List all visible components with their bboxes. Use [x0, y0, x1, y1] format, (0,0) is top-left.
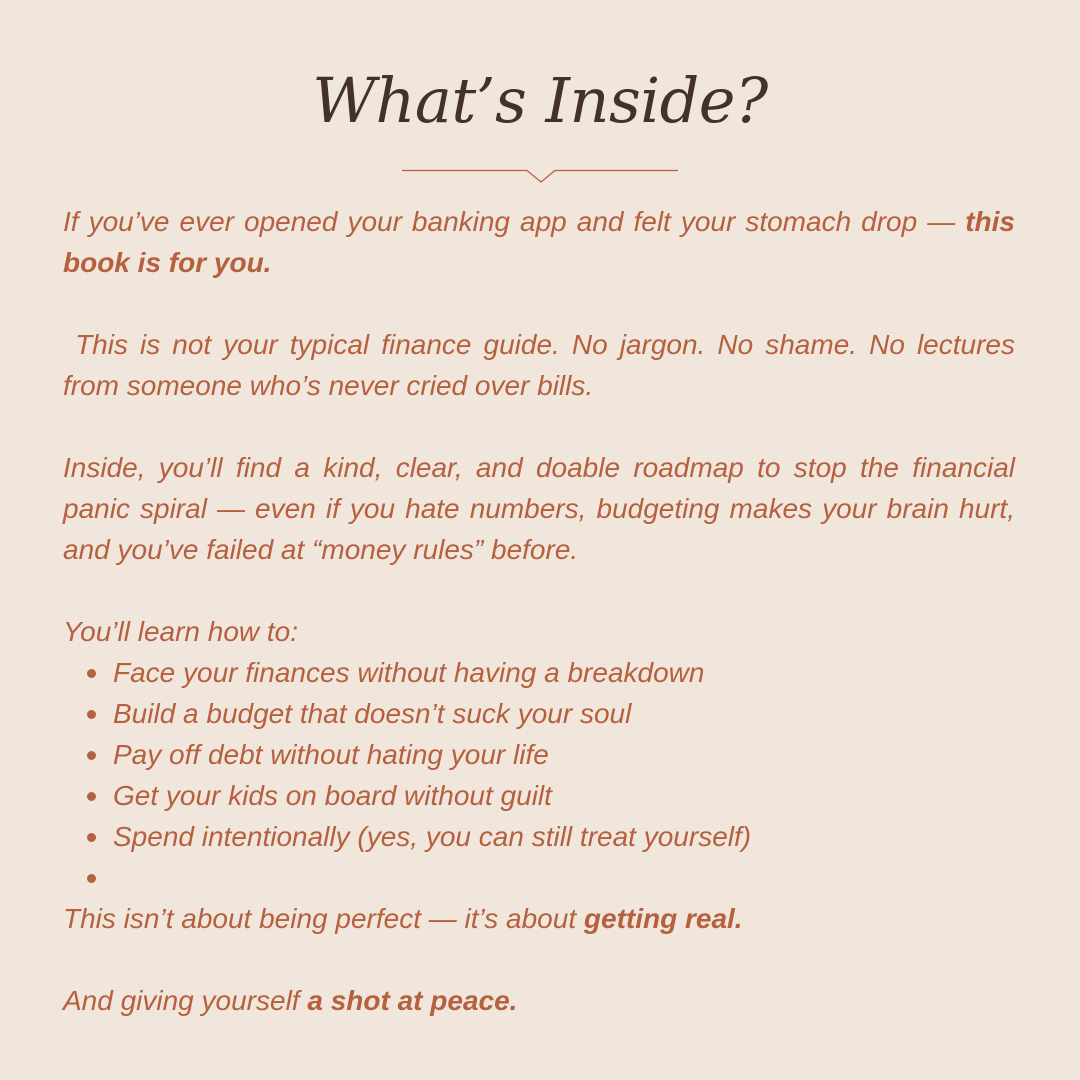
list-item: Face your finances without having a breakdown: [113, 652, 1015, 693]
intro-text: If you’ve ever opened your banking app and felt your stomach drop —: [63, 206, 966, 237]
list-item-empty: [113, 857, 1015, 898]
body-text: [63, 201, 1023, 1062]
list-intro: You’ll learn how to:: [63, 616, 299, 647]
list-item: Pay off debt without hating your life: [113, 734, 1015, 775]
not-typical-paragraph: This is not your typical finance guide. No jargon. No shame. No lectures from someone who’s never cried over bills.: [63, 329, 1023, 401]
getting-real-bold: getting real.: [583, 903, 743, 934]
chevron-divider-icon: [402, 162, 678, 186]
learn-list: [63, 652, 1015, 898]
intro-bold: this book is for you.: [63, 206, 1015, 278]
getting-real-paragraph: [63, 898, 1015, 939]
getting-real-text: This isn’t about being perfect — it’s about: [63, 903, 584, 934]
peace-bold: a shot at peace.: [307, 985, 518, 1016]
peace-text: And giving yourself: [63, 985, 308, 1016]
list-item: Spend intentionally (yes, you can still treat yourself): [113, 816, 1015, 857]
peace-paragraph: [63, 980, 1015, 1021]
roadmap-paragraph: Inside, you’ll find a kind, clear, and doable roadmap to stop the financial panic spiral — even if you hate numbers, budgeting makes your brain hurt, and you’ve failed at “money rules” before.: [63, 452, 1015, 565]
list-item: Build a budget that doesn’t suck your soul: [113, 693, 1015, 734]
page-title: What’s Inside?: [312, 64, 768, 137]
list-item: Get your kids on board without guilt: [113, 775, 1015, 816]
intro-paragraph: [63, 201, 1015, 283]
